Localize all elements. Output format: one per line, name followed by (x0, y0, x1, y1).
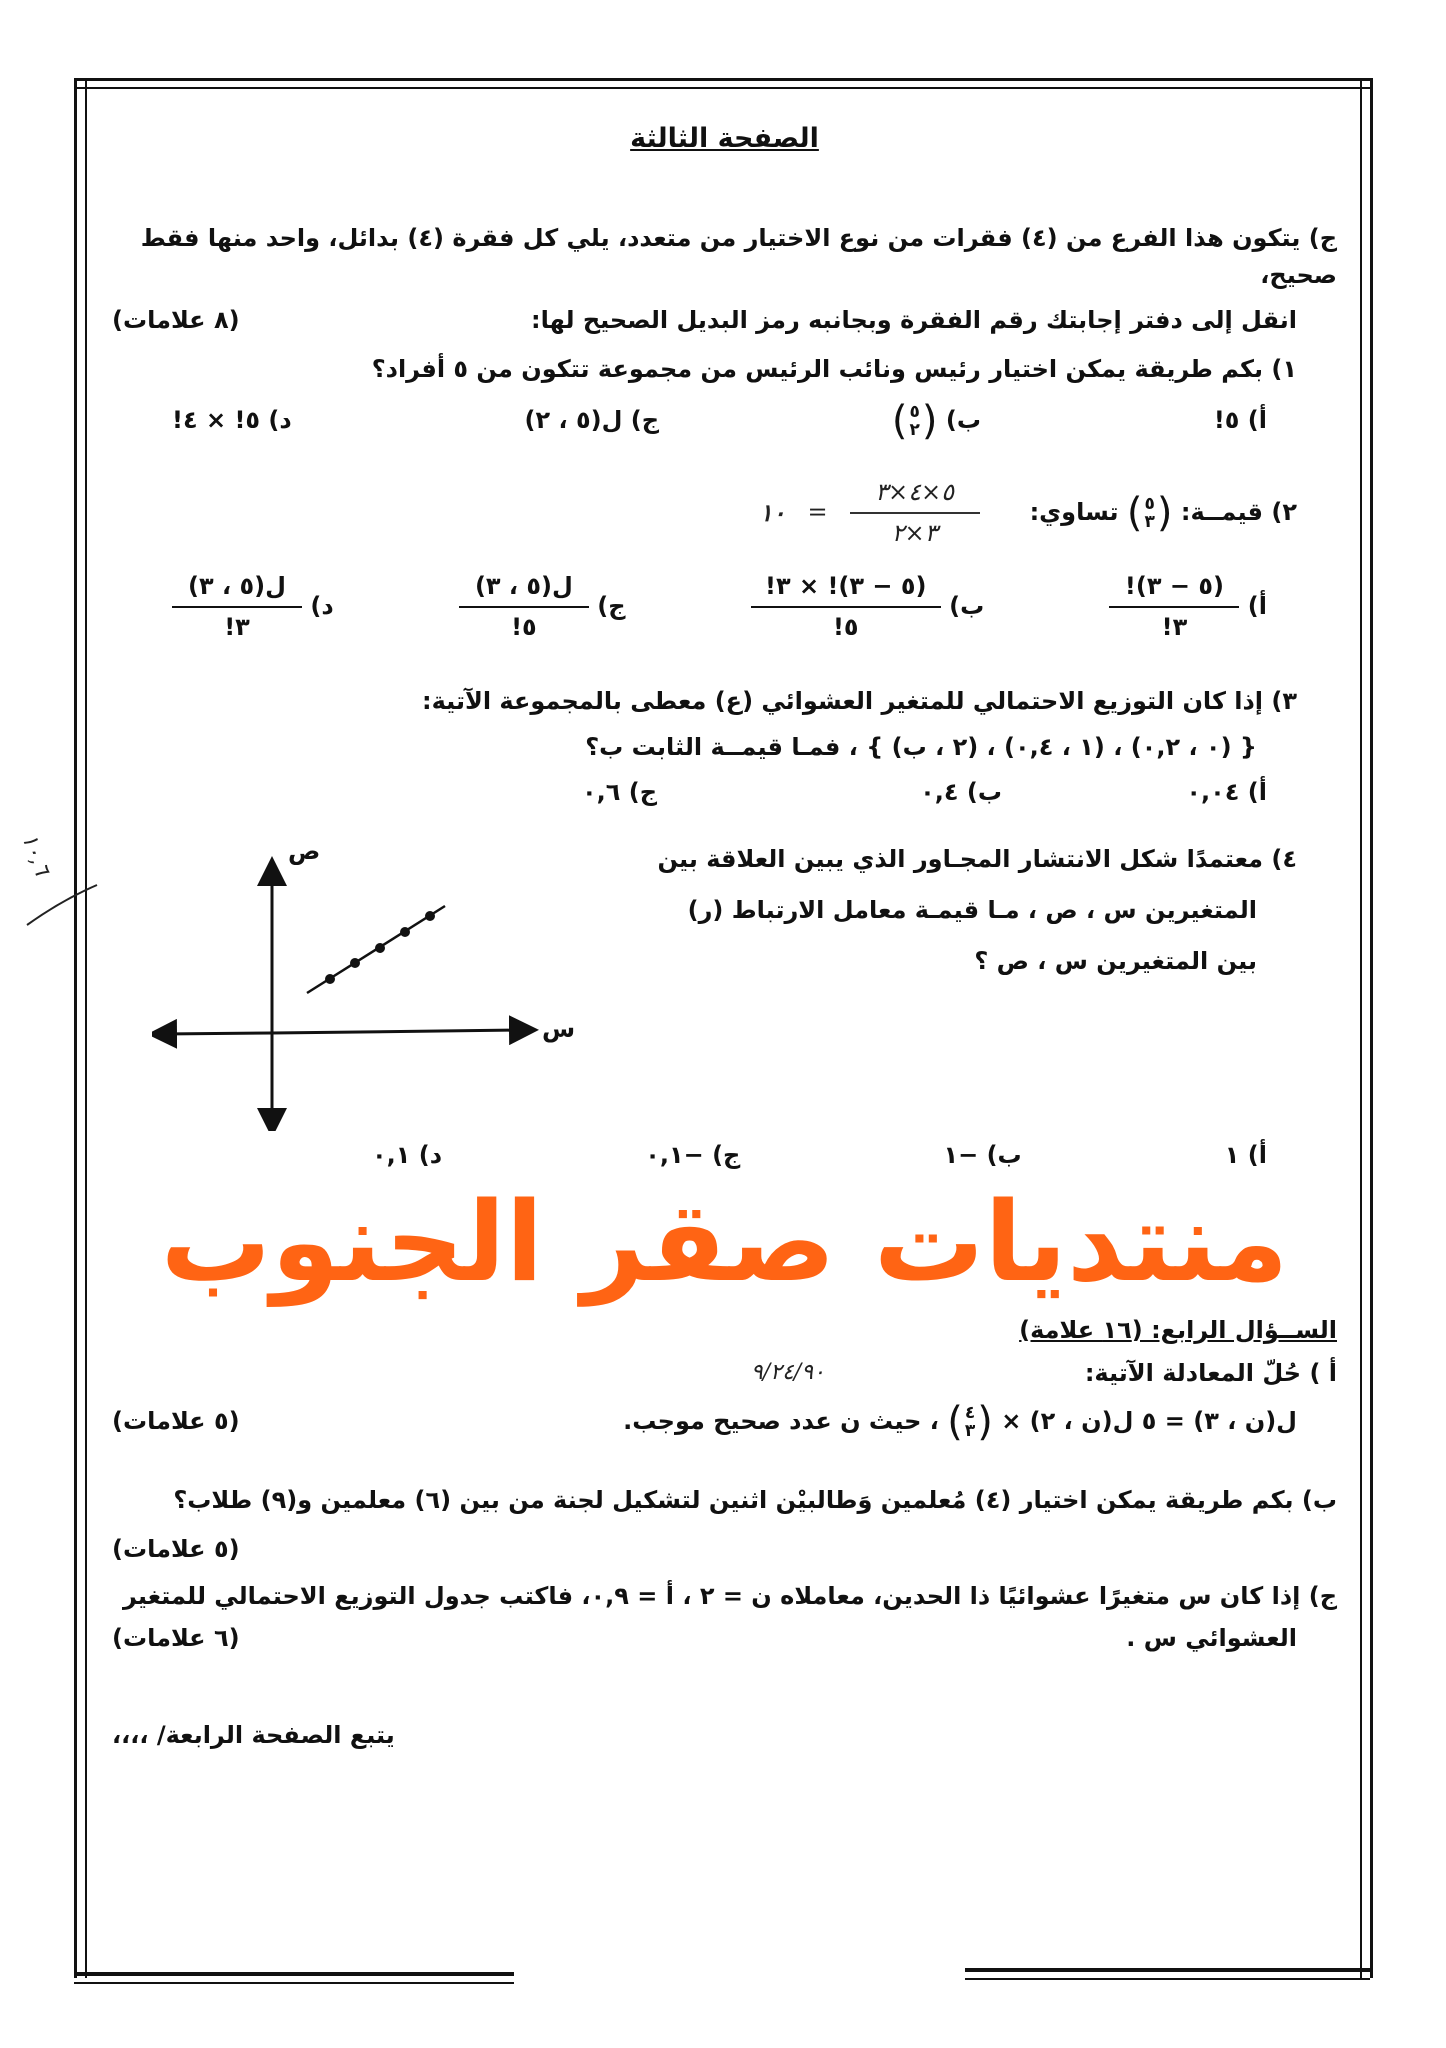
margin-pen-stroke (22, 880, 102, 930)
page-border-right (1360, 78, 1373, 1978)
x-axis-label: س (542, 1014, 576, 1043)
fraction-denominator: ٣! (224, 613, 250, 642)
q4-text (657, 841, 1337, 981)
q4-options (112, 1137, 1337, 1174)
q2-row (112, 477, 1337, 549)
question4-a-row (112, 1355, 1337, 1392)
fraction-numerator: ل(٥ ، ٣) (172, 571, 302, 608)
q3-options (112, 774, 1337, 811)
binomial-4-3: ( ٤ ٣ ) (947, 1398, 993, 1445)
q1-options (112, 397, 1337, 444)
fraction-denominator: ٥! (511, 613, 537, 642)
x-axis (272, 1030, 524, 1033)
q2-suffix: تساوي: (1029, 497, 1119, 526)
q3-text: ٣) إذا كان التوزيع الاحتمالي للمتغير العشوائي (ع) معطى بالمجموعة الآتية: (422, 687, 1297, 716)
q4-option-b: ب) −١ (943, 1140, 1022, 1169)
binom-bottom: ٣ (1144, 511, 1155, 532)
binomial-5-3: ( ٥ ٣ ) (1126, 489, 1173, 536)
scatter-plot-wrapper (152, 836, 592, 1131)
handwritten-work (760, 477, 980, 549)
binomial-5-2: ( ٥ ٢ ) (891, 397, 938, 444)
q1-option-d: د) ٥! × ٤! (172, 406, 292, 434)
section-c-intro-line1: ج) يتكون هذا الفرع من (٤) فقرات من نوع الاختيار من متعدد، يلي كل فقرة (٤) بدائل، واحد منها فقط صحيح، (140, 223, 1337, 290)
page-border-left (74, 78, 87, 1978)
data-point (425, 911, 435, 921)
question4-a-title: أ ) حُلّ المعادلة الآتية: (1084, 1358, 1337, 1387)
option-label: د) (310, 592, 334, 621)
q1-option-c: ج) ل(٥ ، ٢) (524, 406, 660, 434)
watermark: منتديات صقر الجنوب (160, 1178, 1289, 1307)
q3-set: { (٠ ، ٠,٢) ، (١ ، ٠,٤) ، (٢ ، ب) } ، فمـا قيمــة الثابت ب؟ (585, 732, 1257, 761)
q4-line1: ٤) معتمدًا شكل الانتشار المجـاور الذي يبين العلاقة بين (657, 844, 1297, 873)
q3-option-c: ج) ٠,٦ (581, 777, 657, 806)
fraction-denominator: ٥! (832, 613, 859, 642)
q3-option-a: أ) ٠,٠٤ (1186, 777, 1267, 806)
q2-text (1029, 489, 1297, 536)
question4-a-equation (623, 1398, 1337, 1445)
q4-option-c: ج) −٠,١ (645, 1140, 741, 1169)
q4-option-a: أ) ١ (1224, 1140, 1267, 1169)
question4-c-line1: ج) إذا كان س متغيرًا عشوائيًا ذا الحدين، معاملاه ن = ٢ ، أ = ٠,٩، فاكتب جدول التوزيع الاحتمالي للمتغير (122, 1582, 1337, 1611)
q2-option-d (172, 571, 334, 643)
binom-top: ٤ (964, 1402, 976, 1423)
question4-c-line2: العشوائي س . (1126, 1623, 1297, 1652)
fraction-numerator: ل(٥ ، ٣) (459, 571, 589, 608)
x-axis-left (162, 1033, 272, 1034)
data-point (325, 974, 335, 984)
q2-label: ٢) قيمــة: (1180, 497, 1297, 526)
equation-end: ، حيث ن عدد صحيح موجب. (623, 1406, 939, 1435)
handwritten-numerator: ٥×٤×٣ (850, 477, 980, 514)
handwritten-equals: = (807, 498, 828, 527)
equation-start: ل(ن ، ٣) = ٥ ل(ن ، ٢) × (1001, 1406, 1297, 1435)
exam-page-content (112, 118, 1337, 1754)
scatter-plot (152, 841, 592, 1131)
footer-continue: يتبع الصفحة الرابعة/ ،،،، (112, 1720, 395, 1749)
handwritten-result: ١٠ (759, 498, 786, 528)
q2-options (112, 571, 1337, 643)
option-label: ج) (597, 592, 626, 621)
q2-option-b (751, 571, 984, 643)
handwritten-note: ٩/٢٤/٩٠ (750, 1360, 825, 1386)
question4-a-equation-row (112, 1398, 1337, 1445)
q2-option-a (1109, 571, 1267, 643)
q1-option-b-label: ب) (945, 405, 981, 434)
data-point (400, 927, 410, 937)
q3-option-b: ب) ٠,٤ (920, 777, 1002, 806)
question4-header: الســؤال الرابع: (١٦ علامة) (1019, 1315, 1337, 1344)
data-point (350, 958, 360, 968)
option-label: أ) (1247, 592, 1267, 621)
question4-b-text: ب) بكم طريقة يمكن اختيار (٤) مُعلمين وَطالبيْن اثنين لتشكيل لجنة من بين (٦) معلمين و(٩) طلاب؟ (173, 1485, 1337, 1514)
page-title: الصفحة الثالثة (630, 123, 819, 154)
page-border-bottom-right (965, 1968, 1370, 1980)
question4-c-marks: (٦ علامات) (112, 1623, 240, 1652)
y-axis-label: ص (288, 836, 321, 865)
handwritten-denominator: ٣×٢ (891, 518, 938, 547)
binom-top: ٥ (909, 401, 920, 422)
q2-option-c (459, 571, 626, 643)
option-label: ب) (949, 592, 985, 621)
q1-text: ١) بكم طريقة يمكن اختيار رئيس ونائب الرئيس من مجموعة تتكون من ٥ أفراد؟ (371, 355, 1297, 384)
binom-bottom: ٣ (964, 1420, 976, 1441)
q1-option-b (891, 397, 981, 444)
question4-a-marks: (٥ علامات) (112, 1407, 240, 1436)
section-c-marks: (٨ علامات) (112, 306, 240, 335)
data-point (375, 943, 385, 953)
section-c-intro-line2: انقل إلى دفتر إجابتك رقم الفقرة وبجانبه رمز البديل الصحيح لها: (531, 306, 1297, 335)
q4-line2: المتغيرين س ، ص ، مـا قيمـة معامل الارتباط (ر) (687, 896, 1257, 925)
fraction-numerator: (٥ − ٣)! (1109, 571, 1239, 608)
margin-handwritten-note: ١٠,٦ (16, 830, 55, 879)
q4-line3: بين المتغيرين س ، ص ؟ (974, 947, 1257, 976)
binom-top: ٥ (1144, 493, 1155, 514)
fraction-denominator: ٣! (1161, 613, 1188, 642)
page-border-top (74, 78, 1372, 89)
q1-option-a: أ) ٥! (1213, 406, 1267, 434)
fraction-numerator: (٥ − ٣)! × ٣! (751, 571, 941, 608)
q4-block (112, 836, 1337, 1131)
question4-b-marks: (٥ علامات) (112, 1535, 240, 1564)
page-border-bottom-left (74, 1972, 514, 1984)
q4-option-d: د) ٠,١ (372, 1140, 443, 1169)
binom-bottom: ٢ (909, 419, 920, 440)
